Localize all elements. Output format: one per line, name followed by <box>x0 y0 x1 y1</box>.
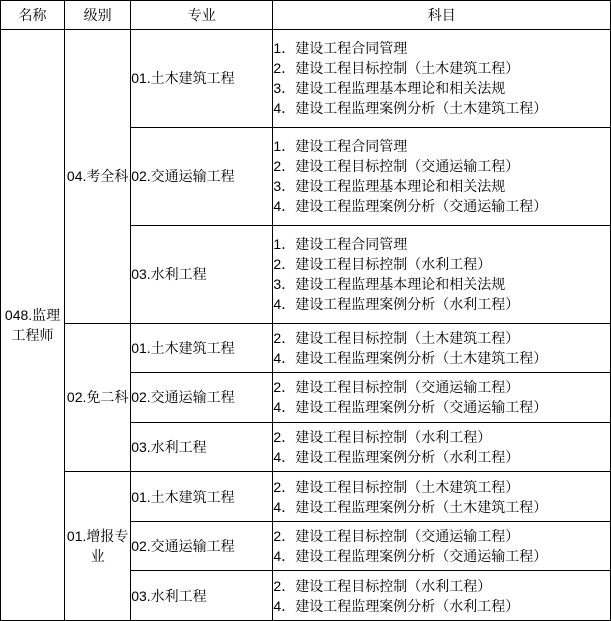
cell-level-2: 01.增报专业 <box>65 472 131 621</box>
subject-line: 4．建设工程监理案例分析（交通运输工程） <box>273 399 548 416</box>
subject-line: 3．建设工程监理基本理论和相关法规 <box>273 178 506 195</box>
cell-major: 02.交通运输工程 <box>131 373 273 423</box>
subject-line: 4．建设工程监理案例分析（土木建筑工程） <box>273 498 548 515</box>
cell-major: 01.土木建筑工程 <box>131 323 273 373</box>
cell-level-0: 04.考全科 <box>65 30 131 324</box>
table-header-row <box>1 1 611 30</box>
cell-qualification-name: 048.监理工程师 <box>1 30 65 621</box>
subject-line: 3．建设工程监理基本理论和相关法规 <box>273 276 506 293</box>
subject-line: 1．建设工程合同管理 <box>273 138 408 155</box>
cell-major: 02.交通运输工程 <box>131 521 273 571</box>
cell-subjects <box>273 323 611 373</box>
table-row <box>1 323 611 373</box>
cell-major: 01.土木建筑工程 <box>131 30 273 128</box>
subject-line: 2．建设工程目标控制（水利工程） <box>273 429 492 446</box>
cell-major: 01.土木建筑工程 <box>131 472 273 522</box>
subject-line: 2．建设工程目标控制（土木建筑工程） <box>273 478 520 495</box>
subject-line: 3．建设工程监理基本理论和相关法规 <box>273 80 506 97</box>
cell-subjects <box>273 521 611 571</box>
subject-line: 2．建设工程目标控制（水利工程） <box>273 577 492 594</box>
cell-subjects <box>273 127 611 225</box>
subject-line: 2．建设工程目标控制（交通运输工程） <box>273 528 520 545</box>
cell-level-1: 02.免二科 <box>65 323 131 472</box>
subject-line: 4．建设工程监理案例分析（交通运输工程） <box>273 198 548 215</box>
column-header-major: 专业 <box>131 1 273 30</box>
subject-line: 4．建设工程监理案例分析（交通运输工程） <box>273 548 548 565</box>
cell-major: 03.水利工程 <box>131 571 273 621</box>
subject-line: 1．建设工程合同管理 <box>273 236 408 253</box>
subject-line: 2．建设工程目标控制（水利工程） <box>273 256 492 273</box>
cell-subjects <box>273 571 611 621</box>
table-row <box>1 472 611 522</box>
cell-subjects <box>273 30 611 128</box>
cell-subjects <box>273 422 611 472</box>
subject-line: 4．建设工程监理案例分析（水利工程） <box>273 597 520 614</box>
table-body <box>1 30 611 621</box>
subject-line: 2．建设工程目标控制（交通运输工程） <box>273 379 520 396</box>
cell-major: 03.水利工程 <box>131 422 273 472</box>
cell-subjects <box>273 225 611 323</box>
cell-subjects <box>273 472 611 522</box>
subject-line: 4．建设工程监理案例分析（土木建筑工程） <box>273 100 548 117</box>
subject-line: 2．建设工程目标控制（交通运输工程） <box>273 158 520 175</box>
cell-subjects <box>273 373 611 423</box>
table-row <box>1 30 611 128</box>
cell-major: 02.交通运输工程 <box>131 127 273 225</box>
subject-line: 4．建设工程监理案例分析（水利工程） <box>273 296 520 313</box>
subject-line: 1．建设工程合同管理 <box>273 40 408 57</box>
subject-line: 4．建设工程监理案例分析（土木建筑工程） <box>273 349 548 366</box>
column-header-name: 名称 <box>1 1 65 30</box>
subject-line: 2．建设工程目标控制（土木建筑工程） <box>273 329 520 346</box>
cell-major: 03.水利工程 <box>131 225 273 323</box>
subject-line: 2．建设工程目标控制（土木建筑工程） <box>273 60 520 77</box>
subject-line: 4．建设工程监理案例分析（水利工程） <box>273 449 520 466</box>
column-header-level: 级别 <box>65 1 131 30</box>
column-header-subject: 科目 <box>273 1 611 30</box>
